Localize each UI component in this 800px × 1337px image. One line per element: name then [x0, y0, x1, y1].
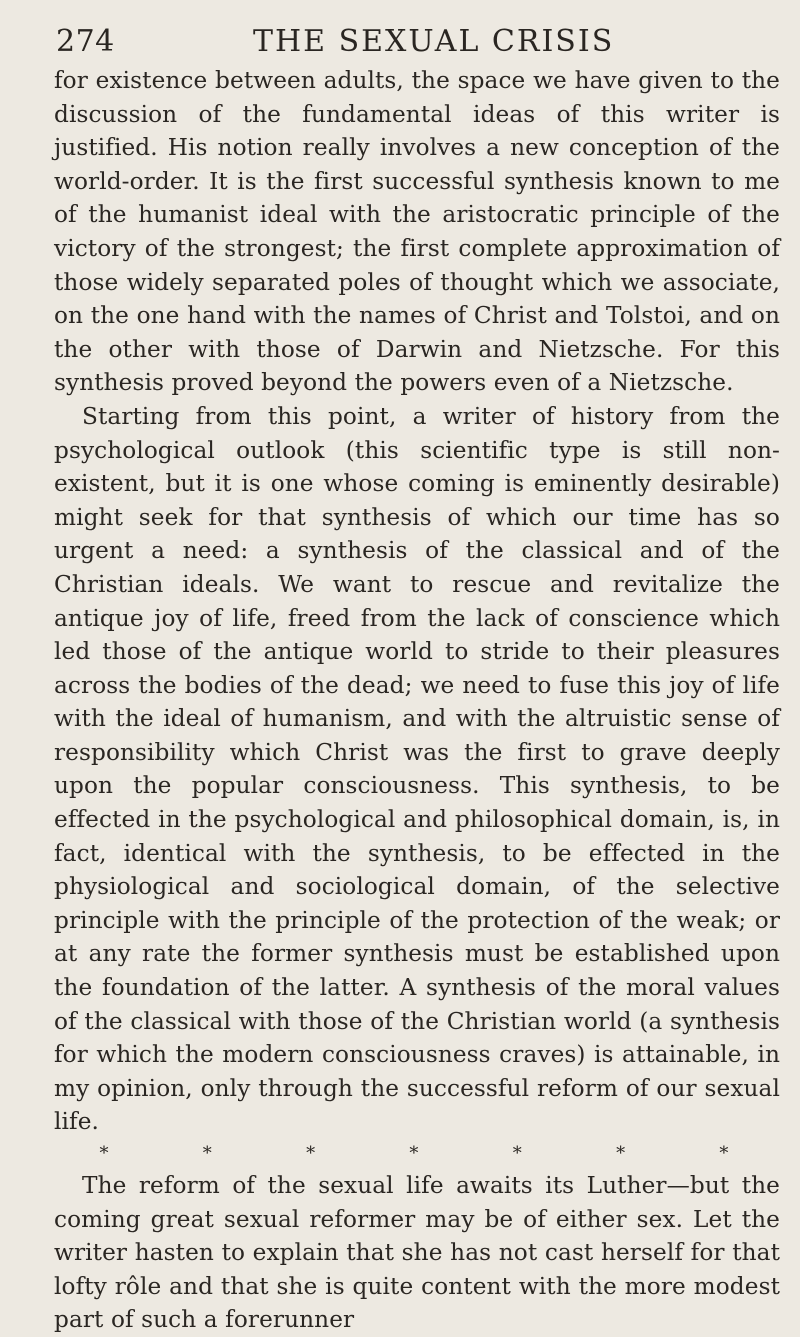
separator-asterisk: * [306, 1143, 316, 1164]
running-title: THE SEXUAL CRISIS [253, 24, 615, 59]
paragraph: The reform of the sexual life awaits its Luther—but the coming great sexual reformer may be of either sex. Let the writer hasten to explain that she has not cast herself for that lofty rôle and that she is quite content with the more modest part of such a forerunner [54, 1172, 780, 1334]
separator-asterisk: * [719, 1143, 729, 1164]
paragraph: for existence between adults, the space we have given to the discussion of the fundamental ideas of this writer is justified. His notion really involves a new conception of the world-order. It is the first successful synthesis known to me of the humanist ideal with the aristocratic principle of the victory of the strongest; the first complete approximation of those widely separated poles of thought which we associate, on the one hand with the names of Christ and Tolstoi, and on the other with those of Darwin and Nietzsche. For this synthesis proved beyond the powers even of a Nietzsche. [54, 67, 780, 397]
separator-asterisk: * [202, 1143, 212, 1164]
running-header [54, 22, 780, 62]
separator-asterisk: * [409, 1143, 419, 1164]
separator-asterisk: * [99, 1143, 109, 1164]
body-text [54, 64, 780, 1337]
section-separator [94, 1139, 734, 1169]
separator-asterisk: * [512, 1143, 522, 1164]
page-number: 274 [56, 24, 115, 59]
paragraph: Starting from this point, a writer of history from the psychological outlook (this scientific type is still non-existent, but it is one whose coming is eminently desirable) might seek for that synthesis of which our time has so urgent a need: a synthesis of the classical and of the Christian ideals. We want to rescue and revitalize the antique joy of life, freed from the lack of conscience which led those of the antique world to stride to their pleasures across the bodies of the dead; we need to fuse this joy of life with the ideal of humanism, and with the altruistic sense of responsibility which Christ was the first to grave deeply upon the popular consciousness. This synthesis, to be effected in the psychological and philosophical domain, is, in fact, identical with the synthesis, to be effected in the physiological and sociological domain, of the selective principle with the principle of the protection of the weak; or at any rate the former synthesis must be established upon the foundation of the latter. A synthesis of the moral values of the classical with those of the Christian world (a synthesis for which the modern consciousness craves) is attainable, in my opinion, only through the successful reform of our sexual life. [54, 402, 780, 1136]
book-page [54, 22, 780, 1337]
separator-asterisk: * [616, 1143, 626, 1164]
